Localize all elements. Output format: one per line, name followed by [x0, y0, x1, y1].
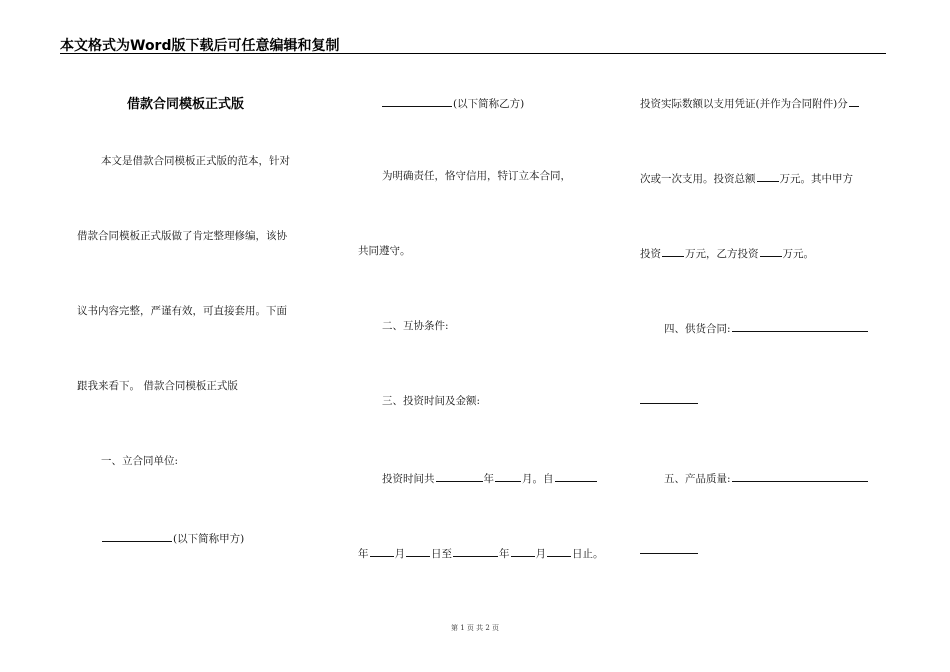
start-year-unit: 年 [358, 548, 369, 560]
party-a-line [101, 530, 244, 546]
purpose-line-1: 为明确责任，恪守信用，特订立本合同， [382, 170, 571, 182]
investment-amount-line-3 [640, 245, 814, 261]
end-year-blank[interactable] [453, 545, 498, 557]
section-5-label: 五、产品质量: [664, 473, 731, 485]
party-b-suffix: (以下简称乙方) [453, 98, 525, 110]
intro-line-2: 借款合同模板正式版做了肯定整理修编，该协 [77, 230, 287, 242]
intro-line-4: 跟我来看下。 借款合同模板正式版 [77, 380, 238, 392]
investment-date-line [358, 545, 604, 561]
start-year-blank[interactable] [555, 470, 597, 482]
invest-text-2: 次或一次支用。投资总额 [640, 173, 756, 185]
section-4-label: 四、供货合同: [664, 323, 731, 335]
end-day-unit: 日止。 [572, 548, 604, 560]
end-month-blank[interactable] [511, 545, 535, 557]
total-investment-blank[interactable] [757, 170, 779, 182]
section-heading-1: 一、立合同单位: [101, 455, 179, 467]
invest-text-1: 投资实际数额以支用凭证(并作为合同附件)分 [640, 98, 848, 110]
product-quality-blank[interactable] [732, 470, 868, 482]
investment-amount-line-2 [640, 170, 853, 186]
section-heading-2: 二、互协条件: [382, 320, 449, 332]
section-heading-3: 三、投资时间及金额: [382, 395, 481, 407]
investment-amount-line-1 [640, 95, 860, 111]
purpose-line-2: 共同遵守。 [358, 245, 411, 257]
duration-months-blank[interactable] [495, 470, 521, 482]
header-divider [60, 53, 886, 54]
party-b-investment-blank[interactable] [760, 245, 782, 257]
section-heading-4 [664, 320, 869, 336]
party-a-blank[interactable] [102, 530, 172, 542]
end-month-unit: 月 [535, 548, 546, 560]
document-title: 借款合同模板正式版 [127, 97, 245, 112]
start-day-unit: 日至 [431, 548, 452, 560]
invest-text-3c: 万元。 [782, 248, 814, 260]
section-heading-5 [664, 470, 869, 486]
invest-text-2b: 万元。其中甲方 [779, 173, 853, 185]
party-a-investment-blank[interactable] [662, 245, 684, 257]
investment-duration-line [382, 470, 598, 486]
end-day-blank[interactable] [547, 545, 571, 557]
intro-line-3: 议书内容完整，严谨有效，可直接套用。下面 [77, 305, 287, 317]
duration-years-blank[interactable] [436, 470, 483, 482]
end-year-unit: 年 [499, 548, 510, 560]
page-footer: 第 1 页 共 2 页 [450, 624, 500, 632]
intro-line-1: 本文是借款合同模板正式版的范本，针对 [101, 155, 290, 167]
duration-year-unit: 年 [483, 473, 494, 485]
start-day-blank[interactable] [406, 545, 430, 557]
invest-text-3b: 万元，乙方投资 [685, 248, 759, 260]
product-quality-continuation-blank[interactable] [640, 553, 698, 554]
start-month-blank[interactable] [370, 545, 394, 557]
duration-month-unit: 月。自 [522, 473, 554, 485]
installments-blank[interactable] [849, 95, 859, 107]
invest-text-3a: 投资 [640, 248, 661, 260]
party-b-blank[interactable] [382, 95, 452, 107]
party-b-line [381, 95, 524, 111]
party-a-suffix: (以下简称甲方) [173, 533, 245, 545]
start-month-unit: 月 [394, 548, 405, 560]
supply-contract-blank[interactable] [732, 320, 868, 332]
supply-contract-continuation-blank[interactable] [640, 403, 698, 404]
duration-prefix: 投资时间共 [382, 473, 435, 485]
page-header-title: 本文格式为Word版下载后可任意编辑和复制 [60, 38, 340, 54]
